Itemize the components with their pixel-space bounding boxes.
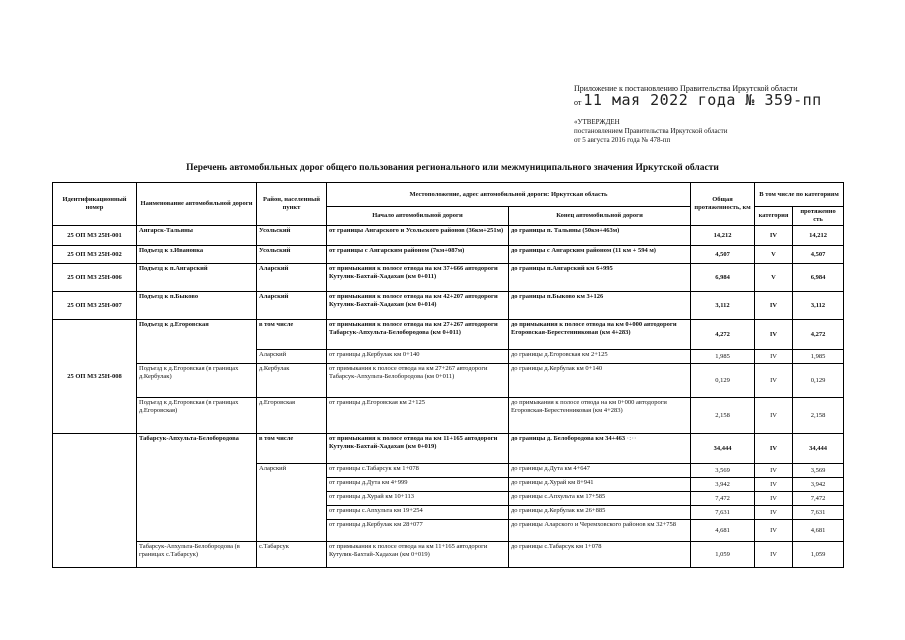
roads-table	[52, 182, 844, 568]
cell-length: 6,984	[691, 264, 755, 292]
approval-block	[574, 118, 727, 145]
cell-id: 25 ОП МЗ 25Н-008	[53, 320, 137, 434]
cell-id: 25 ОП МЗ 25Н-002	[53, 246, 137, 264]
cell-category: IV	[755, 506, 793, 520]
cell-name: Подъезд к д.Егоровская	[137, 320, 257, 364]
cell-district: с.Табарсук	[257, 542, 327, 568]
cell-cat-length: 4,507	[793, 246, 844, 264]
cell-id: 25 ОП МЗ 25Н-007	[53, 292, 137, 320]
cell-start: от границы д.Дута км 4+999	[327, 478, 509, 492]
cell-start: от примыкания к полосе отвода на км 11+165 автодороги Кутулик-Бахтай-Хадахан (км 0+019)	[327, 542, 509, 568]
cell-cat-length: 1,985	[793, 350, 844, 364]
cell-category: IV	[755, 520, 793, 542]
cell-cat-length: 3,112	[793, 292, 844, 320]
cell-cat-length: 6,984	[793, 264, 844, 292]
cell-id	[53, 434, 137, 568]
cell-category: IV	[755, 492, 793, 506]
cell-length: 34,444	[691, 434, 755, 464]
cell-start: от примыкания к полосе отвода на км 42+207 автодороги Кутулик-Бахтай-Хадахан (км 0+014)	[327, 292, 509, 320]
cell-cat-length: 4,681	[793, 520, 844, 542]
cell-name: Подъезд к п.Быково	[137, 292, 257, 320]
cell-name: Ангарск-Тальяны	[137, 226, 257, 246]
cell-id: 25 ОП МЗ 25Н-006	[53, 264, 137, 292]
cell-end: до примыкания к полосе отвода на км 0+000 автодороги Егоровская-Берестенниковая (км 4+283)	[509, 320, 691, 350]
cell-category: IV	[755, 542, 793, 568]
cell-cat-length: 4,272	[793, 320, 844, 350]
cell-length: 4,507	[691, 246, 755, 264]
cell-category: IV	[755, 226, 793, 246]
cell-start: от границы д.Егоровская км 2+125	[327, 398, 509, 434]
col-end: Конец автомобильной дороги	[509, 207, 691, 226]
cell-name: Подъезд к з.Ивановка	[137, 246, 257, 264]
cell-category: IV	[755, 464, 793, 478]
cell-length: 3,112	[691, 292, 755, 320]
cell-end: до примыкания к полосе отвода на км 0+000 автодороги Егоровская-Берестенниковая (км 4+283)	[509, 398, 691, 434]
cell-category: IV	[755, 478, 793, 492]
cell-end: до границы п.Ангарский км 6+995	[509, 264, 691, 292]
table-row	[53, 226, 844, 246]
cell-name: Табарсук-Апхульта-Белобородова	[137, 434, 257, 542]
cell-name: Подъезд к п.Ангарский	[137, 264, 257, 292]
cell-category: IV	[755, 398, 793, 434]
cell-end: до границы д.Кербулак км 26+885	[509, 506, 691, 520]
cell-start: от примыкания к полосе отвода на км 37+666 автодороги Кутулик-Бахтай-Хадахан (км 0+011)	[327, 264, 509, 292]
col-name: Наименование автомобильной дороги	[137, 183, 257, 226]
cell-length: 1,059	[691, 542, 755, 568]
col-start: Начало автомобильной дороги	[327, 207, 509, 226]
cell-end: до границы с.Апхульта км 17+585	[509, 492, 691, 506]
cell-end: до границы п. Тальяны (50км+463м)	[509, 226, 691, 246]
col-category: категория	[755, 207, 793, 226]
table-row	[53, 264, 844, 292]
cell-cat-length: 3,942	[793, 478, 844, 492]
cell-district: Аларский	[257, 292, 327, 320]
cell-length: 4,272	[691, 320, 755, 350]
cell-name: Подъезд к д.Егоровская (в границах д.Кербулак)	[137, 364, 257, 398]
cell-district: Усольский	[257, 226, 327, 246]
header-block	[574, 84, 822, 108]
cell-length: 7,631	[691, 506, 755, 520]
cell-end: до границы Аларского и Черемховского районов км 32+758	[509, 520, 691, 542]
document-title: Перечень автомобильных дорог общего пользования регионального или межмуниципального значения Иркутской области	[186, 163, 719, 173]
cell-start: от границы д.Кербулак км 0+140	[327, 350, 509, 364]
table-row	[53, 246, 844, 264]
cell-length: 7,472	[691, 492, 755, 506]
cell-district: Усольский	[257, 246, 327, 264]
table-row	[53, 434, 844, 464]
cell-end: до границы д.Хурай км 8+941	[509, 478, 691, 492]
approval-line-2: постановлением Правительства Иркутской области	[574, 127, 728, 135]
cell-cat-length: 2,158	[793, 398, 844, 434]
cell-category: V	[755, 246, 793, 264]
cell-length: 3,942	[691, 478, 755, 492]
cell-start: от границы с.Табарсук км 1+078	[327, 464, 509, 478]
cell-start: от границы д.Хурай км 10+113	[327, 492, 509, 506]
cell-end: до границы д.Кербулак км 0+140	[509, 364, 691, 398]
cell-end	[509, 434, 691, 464]
cell-end: до границы д.Егоровская км 2+125	[509, 350, 691, 364]
cell-length: 2,158	[691, 398, 755, 434]
cell-cat-length: 0,129	[793, 364, 844, 398]
cell-cat-length: 7,631	[793, 506, 844, 520]
cell-cat-length: 3,569	[793, 464, 844, 478]
cell-category: IV	[755, 350, 793, 364]
table-row	[53, 364, 844, 398]
col-cat-length: протяженно сть	[793, 207, 844, 226]
cell-district: д.Кербулак	[257, 364, 327, 398]
cell-category: IV	[755, 292, 793, 320]
col-length: Общая протяженность, км	[691, 183, 755, 226]
cell-end: до границы с Ангарским районом (11 км + 594 м)	[509, 246, 691, 264]
cell-length: 4,681	[691, 520, 755, 542]
col-id: Идентификационный номер	[53, 183, 137, 226]
cell-start: от границы с Ангарским районом (7км+087м)	[327, 246, 509, 264]
cell-length: 0,129	[691, 364, 755, 398]
cell-category: IV	[755, 364, 793, 398]
cell-length: 3,569	[691, 464, 755, 478]
cell-start: от примыкания к полосе отвода на км 11+165 автодороги Кутулик-Бахтай-Хадахан (км 0+019)	[327, 434, 509, 464]
cell-district: в том числе	[257, 320, 327, 350]
col-district: Район, населенный пункт	[257, 183, 327, 226]
col-incl: В том числе по категориям	[755, 183, 844, 207]
table-row	[53, 292, 844, 320]
cell-end: до границы д.Дута км 4+647	[509, 464, 691, 478]
cell-cat-length: 7,472	[793, 492, 844, 506]
approval-line-1: «УТВЕРЖДЕН	[574, 118, 620, 126]
cell-start: от примыкания к полосе отвода на км 27+267 автодороги Табарсук-Апхульта-Белобородова (км 0+011)	[327, 364, 509, 398]
handwritten-date: 11 мая 2022 года № 359-пп	[583, 91, 822, 109]
cell-district: в том числе	[257, 434, 327, 464]
stamp-mark: · : · ·	[626, 436, 636, 442]
table-row	[53, 320, 844, 350]
cell-name: Подъезд к д.Егоровская (в границах д.Егоровская)	[137, 398, 257, 434]
cell-district: Аларский	[257, 264, 327, 292]
col-location: Местоположение, адрес автомобильной дороги: Иркутская область	[327, 183, 691, 207]
cell-id: 25 ОП МЗ 25Н-001	[53, 226, 137, 246]
header-row	[53, 183, 844, 207]
cell-district: д.Егоровская	[257, 398, 327, 434]
from-prefix: от	[574, 98, 582, 107]
cell-category: IV	[755, 320, 793, 350]
cell-category: IV	[755, 434, 793, 464]
table-row	[53, 398, 844, 434]
cell-cat-length: 1,059	[793, 542, 844, 568]
cell-length: 14,212	[691, 226, 755, 246]
cell-category: V	[755, 264, 793, 292]
cell-name: Табарсук-Апхульта-Белобородова (в границах с.Табарсук)	[137, 542, 257, 568]
cell-cat-length: 14,212	[793, 226, 844, 246]
table-row	[53, 542, 844, 568]
approval-line-3: от 5 августа 2016 года № 478-пп	[574, 136, 671, 144]
cell-end: до границы с.Табарсук км 1+078	[509, 542, 691, 568]
cell-end: до границы п.Быково км 3+126	[509, 292, 691, 320]
cell-start: от границы д.Кербулак км 28+077	[327, 520, 509, 542]
cell-start: от границы с.Апхульта км 19+254	[327, 506, 509, 520]
end-text: до границы д. Белобородова км 34+463	[511, 435, 626, 442]
cell-start: от примыкания к полосе отвода на км 27+267 автодороги Табарсук-Апхульта-Белобородова (км 0+011)	[327, 320, 509, 350]
header-date-line	[574, 91, 822, 109]
cell-cat-length: 34,444	[793, 434, 844, 464]
cell-start: от границы Ангарского и Усольского районов (36км+251м)	[327, 226, 509, 246]
cell-length: 1,985	[691, 350, 755, 364]
cell-district: Аларский	[257, 464, 327, 542]
cell-district: Аларский	[257, 350, 327, 364]
header-line: Приложение к постановлению Правительства Иркутской области	[574, 84, 798, 93]
